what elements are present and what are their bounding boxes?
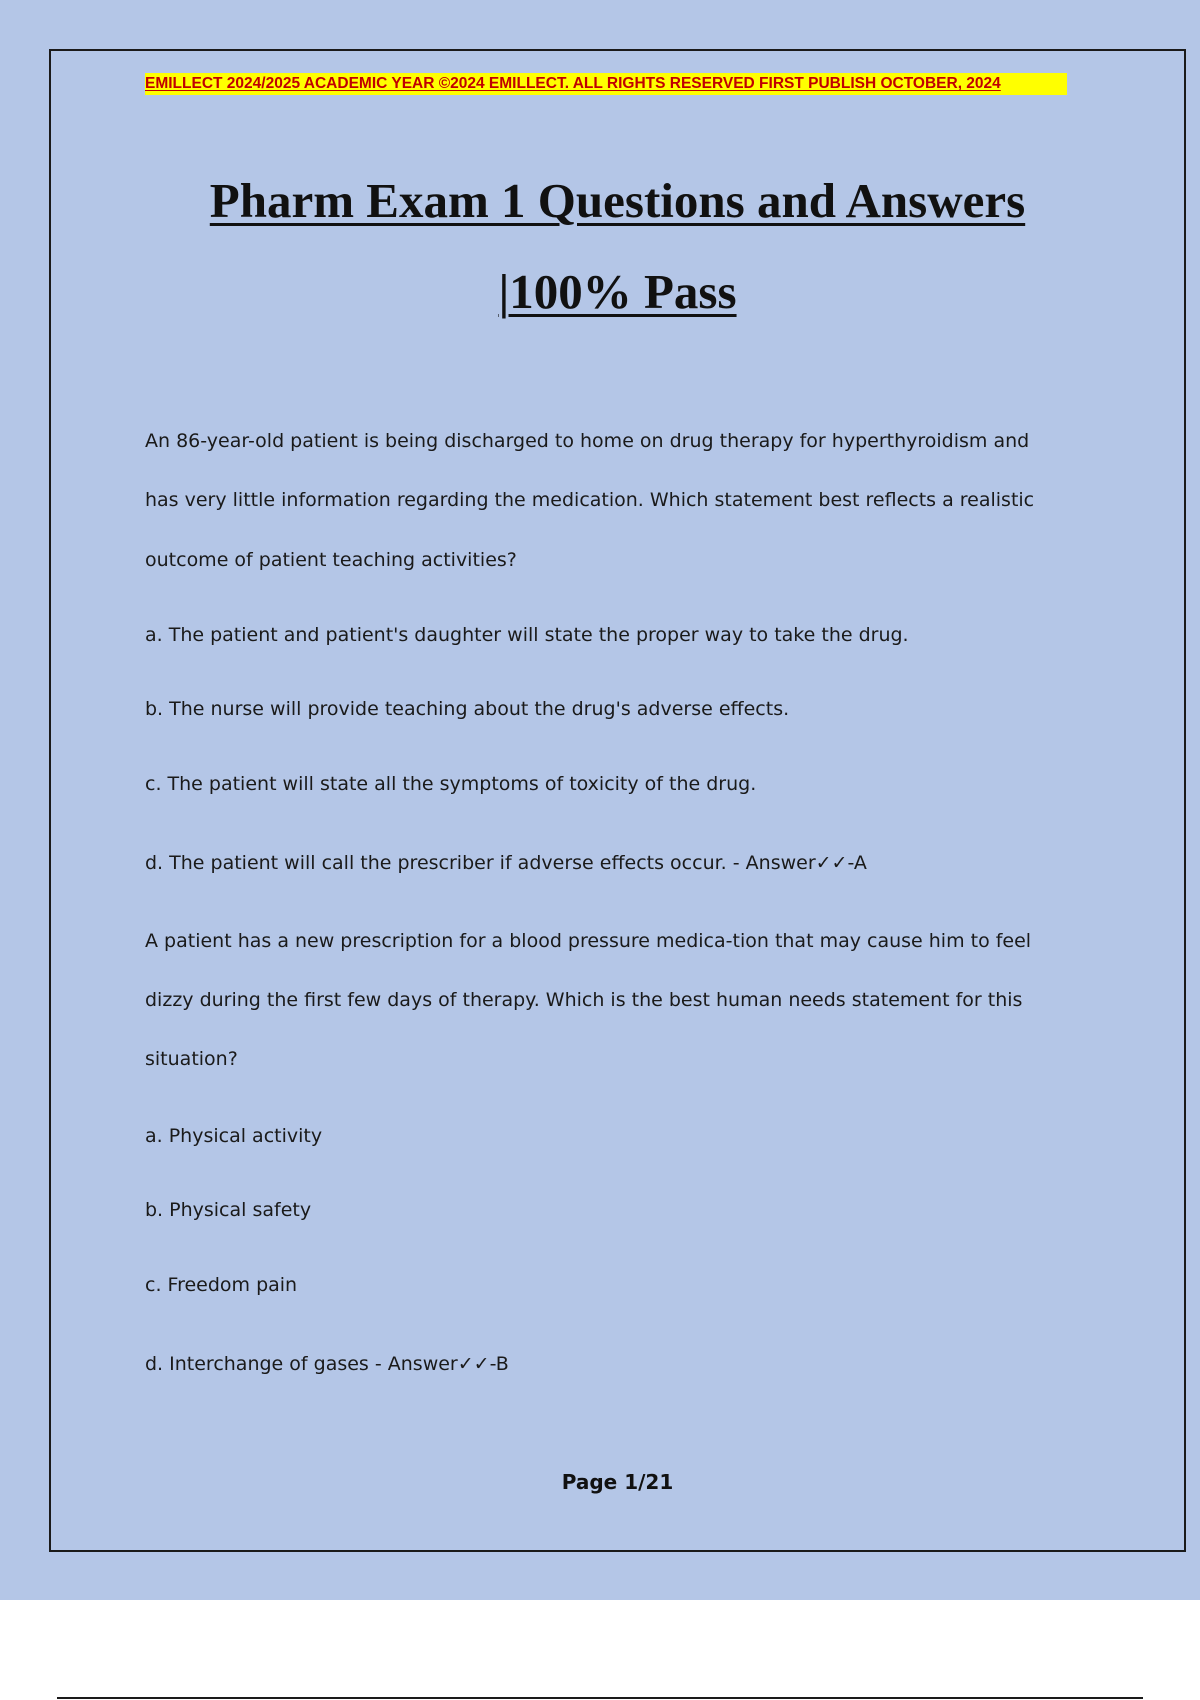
question-2-stem-line-1: A patient has a new prescription for a blood pressure medica-tion that may cause him to feel	[145, 930, 1032, 952]
question-2-stem-line-2: dizzy during the first few days of therapy. Which is the best human needs statement for this	[145, 989, 1023, 1011]
question-1-option-c: c. The patient will state all the symptoms of toxicity of the drug.	[145, 773, 757, 795]
page-number: Page 1/21	[561, 1470, 674, 1494]
question-2-option-c: c. Freedom pain	[145, 1274, 298, 1296]
question-1-stem-line-2: has very little information regarding the medication. Which statement best reflects a realistic	[145, 489, 1035, 511]
question-1-option-a: a. The patient and patient's daughter will state the proper way to take the drug.	[145, 624, 909, 646]
question-1-option-b: b. The nurse will provide teaching about the drug's adverse effects.	[145, 698, 790, 720]
question-1-option-d-answer: d. The patient will call the prescriber if adverse effects occur. - Answer✓✓-A	[145, 852, 867, 874]
question-2-option-d-answer: d. Interchange of gases - Answer✓✓-B	[145, 1353, 509, 1375]
question-2-option-b: b. Physical safety	[145, 1199, 312, 1221]
question-2-option-a: a. Physical activity	[145, 1125, 323, 1147]
next-page-top-rule	[57, 1697, 1143, 1699]
copyright-header: EMILLECT 2024/2025 ACADEMIC YEAR ©2024 EMILLECT. ALL RIGHTS RESERVED FIRST PUBLISH OCTOBER, 2024	[145, 73, 1067, 95]
question-2-stem-line-3: situation?	[145, 1048, 238, 1070]
question-1-stem-line-3: outcome of patient teaching activities?	[145, 549, 517, 571]
document-title-line-1: Pharm Exam 1 Questions and Answers	[209, 173, 1026, 228]
question-1-stem-line-1: An 86-year-old patient is being discharged to home on drug therapy for hyperthyroidism and	[145, 430, 1030, 452]
document-title-line-2: |100% Pass	[498, 264, 737, 319]
